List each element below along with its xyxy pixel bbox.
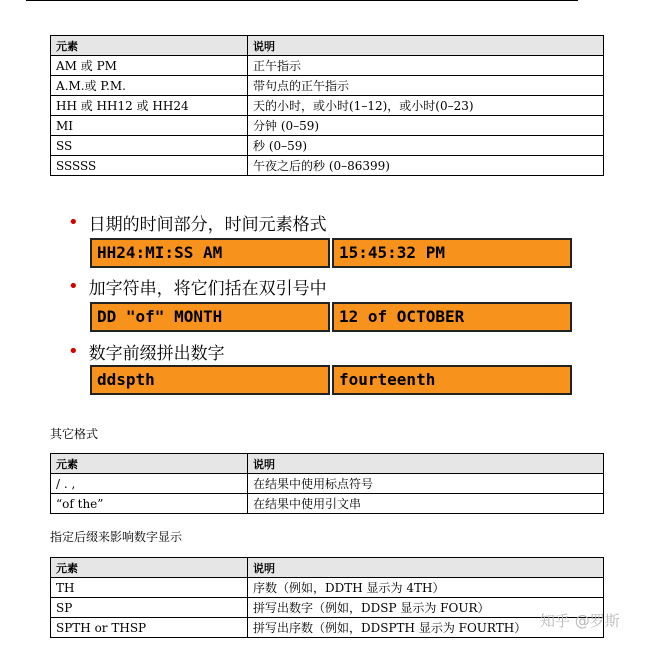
other-formats-table (50, 453, 604, 514)
column-header: 说明 (248, 454, 604, 474)
element-cell: SS (51, 136, 248, 156)
element-cell: SSSSS (51, 156, 248, 176)
table-row (51, 76, 604, 96)
bullet-time-format (68, 210, 327, 235)
table-row (51, 474, 604, 494)
bullet-spell-format (68, 339, 225, 364)
table-header-row (51, 36, 604, 56)
bullet-dot-icon: • (68, 212, 79, 233)
description-cell: 序数（例如，DDTH 显示为 4TH） (248, 578, 604, 598)
bullet-text: 日期的时间部分，时间元素格式 (88, 215, 327, 235)
description-cell: 在结果中使用引文串 (248, 494, 604, 514)
column-header: 说明 (248, 558, 604, 578)
table-row (51, 494, 604, 514)
description-cell: 拼写出序数（例如，DDSPTH 显示为 FOURTH） (248, 618, 604, 638)
table-header-row (51, 558, 604, 578)
element-cell: SP (51, 598, 248, 618)
format-box: ddspth (90, 365, 330, 395)
watermark: 知乎 @罗斯 (540, 612, 620, 630)
description-cell: 天的小时，或小时(1–12)，或小时(0–23) (248, 96, 604, 116)
format-box: DD "of" MONTH (90, 302, 330, 332)
top-rule (26, 0, 578, 1)
table-row (51, 598, 604, 618)
description-cell: 正午指示 (248, 56, 604, 76)
description-cell: 在结果中使用标点符号 (248, 474, 604, 494)
time-elements-table (50, 35, 604, 176)
example-row-time (90, 238, 572, 268)
element-cell: / . , (51, 474, 248, 494)
description-cell: 秒 (0–59) (248, 136, 604, 156)
bullet-text: 数字前缀拼出数字 (88, 344, 225, 364)
table-row (51, 136, 604, 156)
caption-other-formats: 其它格式 (50, 427, 99, 441)
column-header: 元素 (51, 454, 248, 474)
caption-suffix: 指定后缀来影响数字显示 (50, 530, 183, 544)
suffix-table (50, 557, 604, 638)
column-header: 元素 (51, 558, 248, 578)
table-row (51, 96, 604, 116)
bullet-dot-icon: • (68, 276, 79, 297)
table-row (51, 156, 604, 176)
element-cell: AM 或 PM (51, 56, 248, 76)
result-box: fourteenth (332, 365, 572, 395)
bullet-string-format (68, 274, 327, 299)
table-header-row (51, 454, 604, 474)
description-cell: 分钟 (0–59) (248, 116, 604, 136)
table-row (51, 56, 604, 76)
element-cell: MI (51, 116, 248, 136)
column-header: 说明 (248, 36, 604, 56)
bullet-text: 加字符串，将它们括在双引号中 (88, 279, 327, 299)
example-row-spell (90, 365, 572, 395)
element-cell: HH 或 HH12 或 HH24 (51, 96, 248, 116)
table-row (51, 618, 604, 638)
format-box: HH24:MI:SS AM (90, 238, 330, 268)
example-row-string (90, 302, 572, 332)
element-cell: SPTH or THSP (51, 618, 248, 638)
bullet-dot-icon: • (68, 341, 79, 362)
element-cell: A.M.或 P.M. (51, 76, 248, 96)
description-cell: 拼写出数字（例如，DDSP 显示为 FOUR） (248, 598, 604, 618)
table-row (51, 578, 604, 598)
result-box: 12 of OCTOBER (332, 302, 572, 332)
description-cell: 午夜之后的秒 (0–86399) (248, 156, 604, 176)
result-box: 15:45:32 PM (332, 238, 572, 268)
element-cell: TH (51, 578, 248, 598)
description-cell: 带句点的正午指示 (248, 76, 604, 96)
element-cell: “of the” (51, 494, 248, 514)
table-row (51, 116, 604, 136)
column-header: 元素 (51, 36, 248, 56)
